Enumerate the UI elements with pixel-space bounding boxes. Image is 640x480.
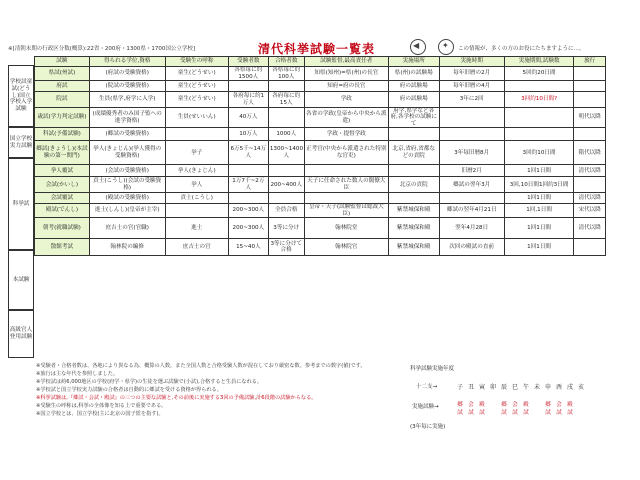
table-cell: 毎年旧暦の4月 <box>439 81 504 92</box>
exam-cycle-timeline <box>410 364 610 474</box>
table-cell: 朝考(就職試験) <box>35 218 90 239</box>
table-cell <box>388 128 439 141</box>
table-cell: (府試の受験資格) <box>89 67 165 81</box>
footnote: ※学校試は約6,000地区の学校(府学・県学)の生徒を選ぶ試験で(小試),合格すると生員になれる。 <box>36 379 263 386</box>
exam-mark: 会試 <box>512 402 518 416</box>
table-cell: 府の試験場 <box>388 81 439 92</box>
table-row <box>35 177 606 193</box>
table-cell: 3回約10日間? <box>504 92 574 108</box>
table-cell: 1000人 <box>268 128 304 141</box>
table-cell: 郷試(きょうし)(本試験の第一関門) <box>35 141 90 165</box>
exam-mark <box>533 400 541 416</box>
side-label-national-school: 国立学校実力試験 <box>8 127 34 158</box>
exam-label: 実施試験→ <box>412 404 439 410</box>
zodiac-label: 十二支→ <box>416 384 438 390</box>
header-bar <box>0 0 640 56</box>
table-cell: 3回,10日間1回約3日間 <box>504 177 574 193</box>
table-cell <box>439 128 504 141</box>
table-cell: 翰林院堂 <box>304 218 388 239</box>
exam-mark: 郷試 <box>545 402 551 416</box>
table-cell: 40万人 <box>228 108 268 128</box>
table-cell <box>574 177 606 193</box>
table-cell: 1回1日間 <box>504 193 574 204</box>
exam-mark: 殿試 <box>523 402 529 416</box>
table-cell: 3年毎旧暦8月 <box>439 141 504 165</box>
table-row <box>35 165 606 177</box>
table-cell: 学政 <box>304 92 388 108</box>
zodiac-sign: 卯 <box>489 384 496 391</box>
table-cell: 挙人 <box>165 177 228 193</box>
table-cell: 隋代以降 <box>574 141 606 165</box>
table-cell: 県試(州試) <box>35 67 90 81</box>
table-cell: 貢士(こうし)(会試の受験資格) <box>89 177 165 193</box>
table-cell: 殿試(でんし) <box>35 204 90 218</box>
footnotes <box>36 362 396 418</box>
table-cell <box>388 193 439 204</box>
zodiac-sign: 午 <box>522 384 529 391</box>
table-cell: 県(州)の試験場 <box>388 67 439 81</box>
table-cell <box>304 165 388 177</box>
table-cell: 各県毎に約100人 <box>268 67 304 81</box>
col-header: 得られる学位,資格 <box>89 57 165 67</box>
table-cell: (院試の受験資格) <box>89 81 165 92</box>
zodiac-sign: 戌 <box>566 384 573 391</box>
header-note: ※[清朝末期の行政区分数(概算):22省・200府・1300県・1700国公立学校] <box>8 46 196 52</box>
zodiac-sign: 辰 <box>500 384 507 391</box>
table-cell <box>304 193 388 204</box>
table-cell: 200~300人 <box>228 204 268 218</box>
table-cell: 1回1日間 <box>504 165 574 177</box>
table-cell: 1回1日間 <box>504 239 574 256</box>
table-cell <box>504 81 574 92</box>
exam-table <box>34 56 606 256</box>
table-cell: 3回約10日間 <box>504 141 574 165</box>
table-cell: 進士(しんし)(皇帝が主宰) <box>89 204 165 218</box>
table-cell: (会試の受験資格) <box>89 165 165 177</box>
table-cell: 10万人 <box>228 128 268 141</box>
table-cell: 200~300人 <box>228 218 268 239</box>
table-row <box>35 92 606 108</box>
table-cell: 皇帝・天子(試験監督は総裁大臣) <box>304 204 388 218</box>
table-cell: 6万5千~14万人 <box>228 141 268 165</box>
table-cell: 全員合格 <box>268 204 304 218</box>
table-cell: 知県(知州)=県(州)の長官 <box>304 67 388 81</box>
table-cell <box>439 108 504 128</box>
exam-mark: 殿試 <box>479 402 485 416</box>
side-label-keju: 科挙試 <box>8 158 34 250</box>
table-cell <box>574 128 606 141</box>
table-cell: 15~40人 <box>228 239 268 256</box>
zodiac-row <box>456 382 585 391</box>
table-cell: 5回約20日間 <box>504 67 574 81</box>
table-cell: 200~400人 <box>268 177 304 193</box>
table-cell <box>574 92 606 108</box>
table-cell: 旧暦2月 <box>439 165 504 177</box>
col-header: 実施期間,試験数 <box>504 57 574 67</box>
table-row <box>35 218 606 239</box>
footnote: ※学校試と国立学校実力試験の合格者は自動的に郷試を受ける資格が得られる。 <box>36 387 222 394</box>
table-cell: 挙人(きょじん) <box>165 165 228 177</box>
zodiac-sign: 申 <box>544 384 551 391</box>
table-header-row <box>35 57 606 67</box>
table-cell: 紫禁城保和殿 <box>388 239 439 256</box>
table-cell: 院試 <box>35 92 90 108</box>
table-cell <box>574 81 606 92</box>
exam-mark: 会試 <box>468 402 474 416</box>
table-cell: 各府毎に約1万人 <box>228 92 268 108</box>
table-cell: 3年に2回 <box>439 92 504 108</box>
table-cell: 学政・提督学政 <box>304 128 388 141</box>
table-cell <box>268 108 304 128</box>
table-cell <box>165 204 228 218</box>
table-cell: 1回,1日間 <box>504 204 574 218</box>
table-cell: 府試 <box>35 81 90 92</box>
table-cell: 童生(どうせい) <box>165 81 228 92</box>
table-cell: 会試覆試 <box>35 193 90 204</box>
table-row <box>35 81 606 92</box>
credit-text: この情報が、多くの方のお役にたちますように…。 <box>458 46 585 52</box>
table-cell: 各省の学政(皇帝から中央から派遣) <box>304 108 388 128</box>
table-cell: 知府=府の長官 <box>304 81 388 92</box>
table-cell: 3等に分け <box>268 218 304 239</box>
table-cell: 毎年旧暦の2月 <box>439 67 504 81</box>
exam-marks-row <box>456 400 585 416</box>
table-cell: 庶吉士の官(官職) <box>89 218 165 239</box>
table-cell <box>228 81 268 92</box>
table-cell: 正考官(中央から派遣された特別な官吏) <box>304 141 388 165</box>
table-cell: 生員(せいいん) <box>165 108 228 128</box>
table-cell <box>228 165 268 177</box>
table-cell: 挙子 <box>165 141 228 165</box>
table-row <box>35 67 606 81</box>
exam-mark: 会試 <box>556 402 562 416</box>
table-cell: 府の試験場 <box>388 92 439 108</box>
table-cell: 童生(どうせい) <box>165 67 228 81</box>
table-cell: 挙人(きょじん)(挙人獲得の受験資格) <box>89 141 165 165</box>
table-cell: 明代以降 <box>574 108 606 128</box>
table-cell: 挙人覆試 <box>35 165 90 177</box>
footnote: ※受験者・合格者数は、各地により異なる為、概算の人数。また全国人数と合格受験人数が混在しており厳密な数、参考までの数字(値)です。 <box>36 363 366 369</box>
exam-mark: 殿試 <box>567 402 573 416</box>
table-cell: 各府毎に約15人 <box>268 92 304 108</box>
table-cell: 郷試の翌年4月21日 <box>439 204 504 218</box>
zodiac-sign: 未 <box>533 384 540 391</box>
page-title: 清代科挙試験一覧表 <box>258 42 376 56</box>
table-cell: 郷試の翌年3月 <box>439 177 504 193</box>
col-header: 受験者数 <box>228 57 268 67</box>
footnote: ※科挙試験は,『郷試・会試・殿試』の三つの主要な試験と,その前後に実施する3回の予備試験,計6段階の試験からなる。 <box>36 395 317 402</box>
table-row <box>35 239 606 256</box>
side-label-official-exam: 高級官人登用試験 <box>8 310 34 358</box>
table-cell: 歳試(学力判定試験) <box>35 108 90 128</box>
table-cell: 1万7千~2万人 <box>228 177 268 193</box>
table-cell: (成績優秀者のみ国子監への進学資格) <box>89 108 165 128</box>
table-row <box>35 141 606 165</box>
footnote: ※旅行は主な年代を参照しました。 <box>36 371 119 378</box>
table-cell: 清代以降 <box>574 218 606 239</box>
zodiac-sign: 子 <box>456 384 463 391</box>
table-cell <box>504 108 574 128</box>
col-header: 合格者数 <box>268 57 304 67</box>
side-label-school-exam: 学校試童試(どうし)国立学校入学試験 <box>8 65 34 127</box>
table-cell: 生員(県学,府学に入学) <box>89 92 165 108</box>
table-cell <box>504 128 574 141</box>
table-cell: 各県毎に約1500人 <box>228 67 268 81</box>
col-header: 受験生の呼称 <box>165 57 228 67</box>
col-header: 実施場所 <box>388 57 439 67</box>
copyright-icon <box>410 39 426 55</box>
zodiac-sign: 亥 <box>577 384 584 391</box>
table-cell: 紫禁城保和殿 <box>388 218 439 239</box>
col-header: 実施時期 <box>439 57 504 67</box>
table-cell: 翰林院官 <box>304 239 388 256</box>
exam-mark <box>577 400 585 416</box>
table-cell: 会試(かいし) <box>35 177 90 193</box>
table-cell: 北京,省府,省都などの貢院 <box>388 141 439 165</box>
table-cell: 散館考試 <box>35 239 90 256</box>
zodiac-sign: 寅 <box>478 384 485 391</box>
table-cell: 北京の貢院 <box>388 177 439 193</box>
publisher-logo-icon <box>438 39 454 55</box>
table-cell: 宋代以降 <box>574 204 606 218</box>
side-label-main-exam: 本試験 <box>8 250 34 310</box>
table-cell <box>574 239 606 256</box>
table-cell: 翌年4月28日 <box>439 218 504 239</box>
table-cell: 科試(予備試験) <box>35 128 90 141</box>
exam-mark <box>489 400 497 416</box>
table-cell <box>165 128 228 141</box>
table-cell: 次回の殿試の直前 <box>439 239 504 256</box>
table-cell: 天子に任命された数人の閣僚大臣 <box>304 177 388 193</box>
table-row <box>35 128 606 141</box>
table-cell: 紫禁城保和殿 <box>388 204 439 218</box>
timeline-title: 科挙試験実施年度 <box>410 366 455 372</box>
table-row <box>35 204 606 218</box>
exam-mark: 郷試 <box>457 402 463 416</box>
col-header: 試験監督,最高責任者 <box>304 57 388 67</box>
table-cell: 童生(どうせい) <box>165 92 228 108</box>
footnote: ※国立学校とは、国立学校(主に北京の国子監を指す)。 <box>36 411 164 418</box>
col-header: 試験 <box>35 57 90 67</box>
table-cell: 3等に分けて合格 <box>268 239 304 256</box>
zodiac-sign: 巳 <box>511 384 518 391</box>
table-cell: 府学,県学など各府,各学校の試験にて <box>388 108 439 128</box>
table-cell: 1回1日間 <box>504 218 574 239</box>
table-cell <box>268 193 304 204</box>
col-header: 旅行 <box>574 57 606 67</box>
table-cell: (殿試の受験資格) <box>89 193 165 204</box>
table-cell: 進士 <box>165 218 228 239</box>
table-cell: (郷試の受験資格) <box>89 128 165 141</box>
years-note: (3年毎に実施) <box>410 424 446 430</box>
footnote: ※受験生の呼称は,科挙の全体像を知る上で重要である。 <box>36 403 167 410</box>
table-cell: 1300~1400人 <box>268 141 304 165</box>
table-cell <box>574 67 606 81</box>
table-cell <box>268 81 304 92</box>
zodiac-sign: 酉 <box>555 384 562 391</box>
table-row <box>35 108 606 128</box>
table-cell: 庶吉士の官 <box>165 239 228 256</box>
table-cell <box>268 165 304 177</box>
table-cell: 貢士(こうし) <box>165 193 228 204</box>
exam-mark: 郷試 <box>501 402 507 416</box>
table-cell: 翰林院の編修 <box>89 239 165 256</box>
table-cell <box>388 165 439 177</box>
table-cell: 清代以降 <box>574 165 606 177</box>
table-cell: 清代以降 <box>574 193 606 204</box>
table-cell <box>228 193 268 204</box>
table-cell <box>439 193 504 204</box>
table-row <box>35 193 606 204</box>
zodiac-sign: 丑 <box>467 384 474 391</box>
